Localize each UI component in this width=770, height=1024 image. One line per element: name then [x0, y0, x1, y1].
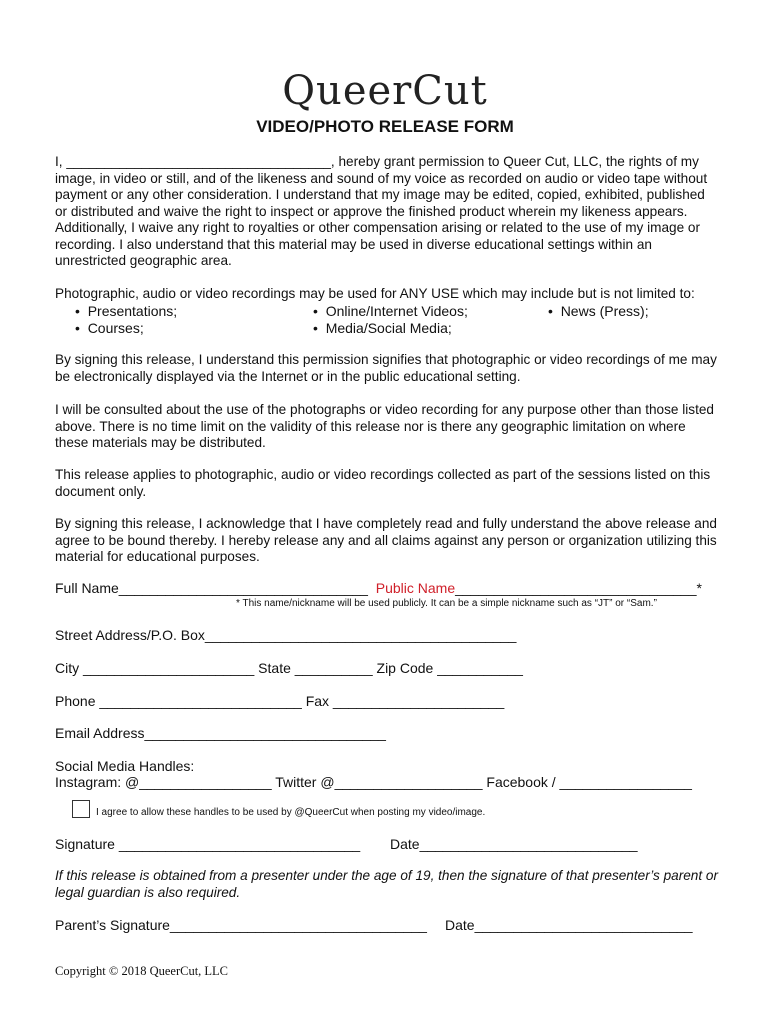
release-paragraph-3: By signing this release, I understand this permission signifies that photographic or video recordings of me may be electronically displayed via the Internet or in the public educational setting. — [55, 352, 717, 384]
bullet-item: • Online/Internet Videos; — [313, 303, 468, 319]
bullet-item: • Presentations; — [75, 303, 178, 319]
date-field[interactable]: Date____________________________ — [390, 836, 638, 852]
parent-date-field[interactable]: Date____________________________ — [445, 917, 693, 933]
full-name-note: * This name/nickname will be used publicly. It can be a simple nickname such as “JT” or “Sam.” — [236, 598, 657, 609]
minor-note: If this release is obtained from a presenter under the age of 19, then the signature of that presenter’s parent or legal guardian is also required. — [55, 868, 718, 900]
city-state-zip-field[interactable]: City ______________________ State __________ Zip Code ___________ — [55, 660, 523, 676]
copyright: Copyright © 2018 QueerCut, LLC — [55, 964, 229, 978]
phone-fax-field[interactable]: Phone __________________________ Fax ______________________ — [55, 693, 505, 709]
release-paragraph-6: By signing this release, I acknowledge that I have completely read and fully understand the above release and agree to be bound thereby. I hereby release any and all claims against any person or organization utilizing this material for educational purposes. — [55, 516, 717, 564]
social-heading: Social Media Handles: — [55, 758, 195, 774]
street-address-field[interactable]: Street Address/P.O. Box________________________________________ — [55, 627, 517, 643]
usage-paragraph: Photographic, audio or video recordings may be used for ANY USE which may include but is not limited to: — [55, 286, 695, 301]
public-name-label: Public Name — [375, 580, 456, 596]
release-paragraph-5: This release applies to photographic, audio or video recordings collected as part of the sessions listed on this document only. — [55, 467, 711, 499]
bullet-item: • News (Press); — [548, 303, 649, 319]
email-field[interactable]: Email Address_______________________________ — [55, 725, 386, 741]
agree-checkbox[interactable] — [72, 800, 90, 818]
full-name-field[interactable]: Full Name________________________________ Public Name_______________________________* — [55, 580, 702, 596]
queercut-logo: QueerCut — [282, 68, 488, 114]
agree-text: I agree to allow these handles to be used by @QueerCut when posting my video/image. — [96, 807, 486, 818]
bullet-item: • Courses; — [75, 320, 144, 336]
social-handles-field[interactable]: Instagram: @_________________ Twitter @___________________ Facebook / _________________ — [55, 774, 692, 790]
release-paragraph-1: I, ___________________________________, hereby grant permission to Queer Cut, LLC, the rights of my image, in video or still, and of the likeness and sound of my voice as recorded on audio or video tape without payment or any other consideration. I understand that my image may be edited, copied, exhibited, published or distributed and waive the right to inspect or approve the finished product wherein my likeness appears. Additionally, I waive any right to royalties or other compensation arising or related to the use of my image or recording. I also understand that this material may be used in diverse educational settings within an unrestricted geographic area. — [55, 154, 708, 268]
form-title: VIDEO/PHOTO RELEASE FORM — [256, 117, 514, 136]
signature-field[interactable]: Signature _______________________________ — [55, 836, 361, 852]
parent-signature-field[interactable]: Parent’s Signature_________________________________ — [55, 917, 427, 933]
release-paragraph-4: I will be consulted about the use of the photographs or video recording for any purpose other than those listed above. There is no time limit on the validity of this release nor is there any geographic limitation on where these materials may be distributed. — [55, 402, 714, 450]
bullet-item: • Media/Social Media; — [313, 320, 452, 336]
